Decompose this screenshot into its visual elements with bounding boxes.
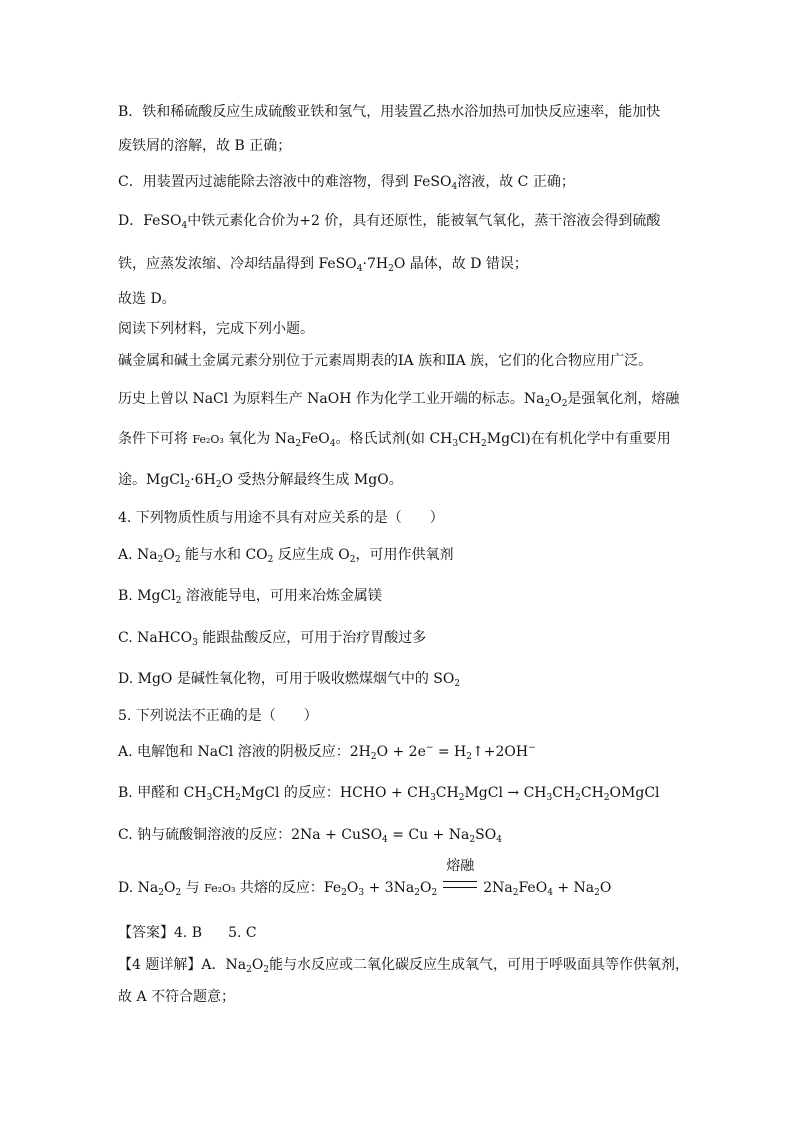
text-span: 能与水反应或二氧化碳反应生成氧气，可用于呼吸面具等作供氧剂，: [269, 957, 690, 973]
text-span: MgCl → CH: [464, 785, 547, 801]
subscript: 2: [481, 439, 487, 449]
subscript: 2: [544, 399, 551, 409]
subscript: 2: [295, 439, 302, 449]
text-span: CH: [580, 785, 604, 801]
text-span: O: [163, 880, 176, 896]
text-span: 阅读下列材料，完成下列小题。: [118, 321, 314, 337]
inline-formula: Fe₂O₃: [204, 882, 236, 895]
subscript: 3: [358, 888, 365, 898]
text-span: 与: [181, 880, 205, 896]
text-span: C. 钠与硫酸铜溶液的反应：2Na + CuSO: [118, 827, 383, 843]
explanation-line: [118, 987, 235, 1007]
text-span: 条件下可将: [118, 431, 193, 447]
text-span: 4. 下列物质性质与用途不具有对应关系的是（ ）: [118, 510, 444, 526]
question-4-option-a: [118, 545, 454, 565]
subscript: 2: [458, 793, 465, 803]
subscript: 2: [175, 596, 182, 606]
text-line: [118, 429, 671, 450]
text-line: [118, 102, 660, 122]
text-span: A. 电解饱和 NaCl 溶液的阴极反应：2H: [118, 744, 371, 760]
subscript: 2: [466, 752, 472, 762]
text-span: 碱金属和碱土金属元素分别位于元素周期表的ⅠA 族和ⅡA 族，它们的化合物应用广泛。: [118, 353, 653, 369]
subscript: 2: [175, 888, 182, 898]
text-line: [118, 351, 652, 371]
text-span: 氧化为 Na: [223, 431, 296, 447]
text-span: O + 2e: [376, 744, 426, 760]
text-line: [118, 254, 528, 274]
text-span: 【答案】4. B: [118, 925, 203, 941]
subscript: 2: [431, 888, 438, 898]
text-span: B. MgCl: [118, 588, 176, 604]
text-span: ↑+2OH: [472, 744, 529, 760]
text-span: MgCl)在有机化学中有重要用: [486, 431, 671, 447]
text-line: [118, 470, 403, 490]
subscript: 3: [452, 439, 459, 449]
text-span: D．FeSO: [118, 213, 182, 229]
text-span: O: [251, 957, 264, 973]
question-5-option-b: [118, 783, 660, 803]
text-span: FeO: [518, 880, 548, 896]
text-span: C. NaHCO: [118, 630, 193, 646]
subscript: 2: [454, 679, 461, 689]
text-span: D. MgO 是碱性氧化物，可用于吸收燃煤烟气中的 SO: [118, 671, 455, 687]
subscript: 2: [512, 888, 519, 898]
subscript: 4: [329, 439, 336, 449]
text-span: + Na: [552, 880, 595, 896]
text-span: = Cu + Na: [387, 827, 470, 843]
subscript: 3: [546, 793, 553, 803]
text-line: [118, 172, 575, 192]
text-line: [118, 389, 679, 409]
text-span: 反应生成 O: [273, 547, 350, 563]
question-4-stem: [118, 508, 444, 528]
text-span: O 受热分解最终生成 MgO。: [221, 472, 403, 488]
superscript: −: [425, 743, 434, 753]
inline-formula: Fe₂O₃: [192, 433, 224, 446]
text-span: B. 甲醛和 CH: [118, 785, 207, 801]
subscript: 2: [594, 888, 600, 898]
subscript: 2: [235, 793, 241, 803]
double-line-equals: [443, 881, 477, 888]
question-5-option-c: [118, 825, 502, 845]
text-span: CH: [552, 785, 576, 801]
text-span: ，可用作供氧剂: [355, 547, 454, 563]
text-span: 是强氧化剂，熔融: [567, 391, 680, 407]
text-span: 中铁元素化合价为+2 价，具有还原性，能被氧气氧化，蒸干溶液会得到硫酸: [187, 213, 661, 229]
question-5-stem: [118, 706, 318, 726]
reaction-condition: [443, 858, 477, 898]
subscript: 2: [246, 965, 252, 975]
subscript: 2: [388, 264, 394, 274]
text-span: 故选 D。: [118, 291, 176, 307]
text-line: [118, 289, 176, 309]
text-span: 能与水和 CO: [180, 547, 268, 563]
text-span: CH: [212, 785, 236, 801]
text-span: A. Na: [118, 547, 158, 563]
text-span: FeO: [301, 431, 330, 447]
text-span: D. Na: [118, 880, 159, 896]
text-span: 5. C: [228, 925, 257, 941]
text-span: SO: [475, 827, 497, 843]
superscript: −: [528, 743, 536, 753]
subscript: 2: [414, 888, 420, 898]
text-span: O: [599, 880, 612, 896]
subscript: 4: [547, 888, 553, 898]
subscript: 2: [158, 888, 164, 898]
text-line: [118, 211, 660, 231]
subscript: 4: [382, 835, 388, 845]
text-span: 历史上曾以 NaCl 为原料生产 NaOH 作为化学工业开端的标志。Na: [118, 391, 545, 407]
text-span: O: [550, 391, 562, 407]
subscript: 4: [181, 221, 188, 231]
text-span: ·6H: [190, 472, 216, 488]
answer-line: [118, 923, 257, 943]
subscript: 4: [451, 182, 458, 192]
subscript: 2: [603, 793, 610, 803]
subscript: 3: [192, 638, 198, 648]
subscript: 2: [263, 965, 270, 975]
text-span: + 3Na: [364, 880, 415, 896]
subscript: 2: [215, 480, 222, 490]
text-span: 5. 下列说法不正确的是（ ）: [118, 708, 318, 724]
text-span: 。格氏试剂(如 CH: [335, 431, 453, 447]
question-4-option-d: [118, 669, 460, 689]
text-line: [118, 319, 314, 339]
subscript: 2: [370, 752, 377, 762]
explanation-line: [118, 955, 689, 975]
text-span: O: [163, 547, 175, 563]
text-span: 溶液，故 C 正确；: [457, 174, 575, 190]
text-span: CH: [435, 785, 459, 801]
subscript: 2: [561, 399, 568, 409]
condition-label: 熔融: [446, 858, 475, 874]
text-span: OMgCl: [609, 785, 660, 801]
text-span: 溶液能导电，可用来冶炼金属镁: [181, 588, 382, 604]
question-5-option-a: [118, 742, 536, 762]
subscript: 4: [356, 264, 363, 274]
subscript: 2: [174, 555, 181, 565]
question-4-option-c: [118, 628, 426, 648]
subscript: 2: [349, 555, 356, 565]
subscript: 2: [267, 555, 274, 565]
text-span: O: [420, 880, 432, 896]
subscript: 3: [206, 793, 213, 803]
text-span: B．铁和稀硫酸反应生成硫酸亚铁和氢气，用装置乙热水浴加热可加快反应速率，能加快: [118, 104, 661, 120]
text-span: 铁，应蒸发浓缩、冷却结晶得到 FeSO: [118, 256, 357, 272]
text-span: MgCl 的反应：HCHO + CH: [240, 785, 431, 801]
subscript: 2: [341, 888, 347, 898]
question-5-option-d: [118, 858, 612, 899]
question-4-option-b: [118, 586, 382, 606]
text-span: C．用装置丙过滤能除去溶液中的难溶物，得到 FeSO: [118, 174, 452, 190]
text-span: 途。MgCl: [118, 472, 185, 488]
text-span: 【4 题详解】A．Na: [118, 957, 247, 973]
text-span: 故 A 不符合题意；: [118, 989, 236, 1005]
text-span: 能跟盐酸反应，可用于治疗胃酸过多: [197, 630, 427, 646]
subscript: 2: [157, 555, 164, 565]
text-span: 共熔的反应：Fe: [235, 880, 342, 896]
subscript: 2: [469, 835, 476, 845]
text-span: 2Na: [483, 880, 513, 896]
subscript: 4: [496, 835, 502, 845]
text-span: 废铁屑的溶解，故 B 正确；: [118, 138, 292, 154]
text-line: [118, 136, 291, 156]
subscript: 3: [430, 793, 436, 803]
text-span: O 晶体，故 D 错误；: [393, 256, 528, 272]
subscript: 2: [184, 480, 191, 490]
text-span: = H: [433, 744, 467, 760]
text-span: CH: [458, 431, 482, 447]
subscript: 2: [575, 793, 581, 803]
text-span: ·7H: [362, 256, 389, 272]
text-span: O: [346, 880, 359, 896]
